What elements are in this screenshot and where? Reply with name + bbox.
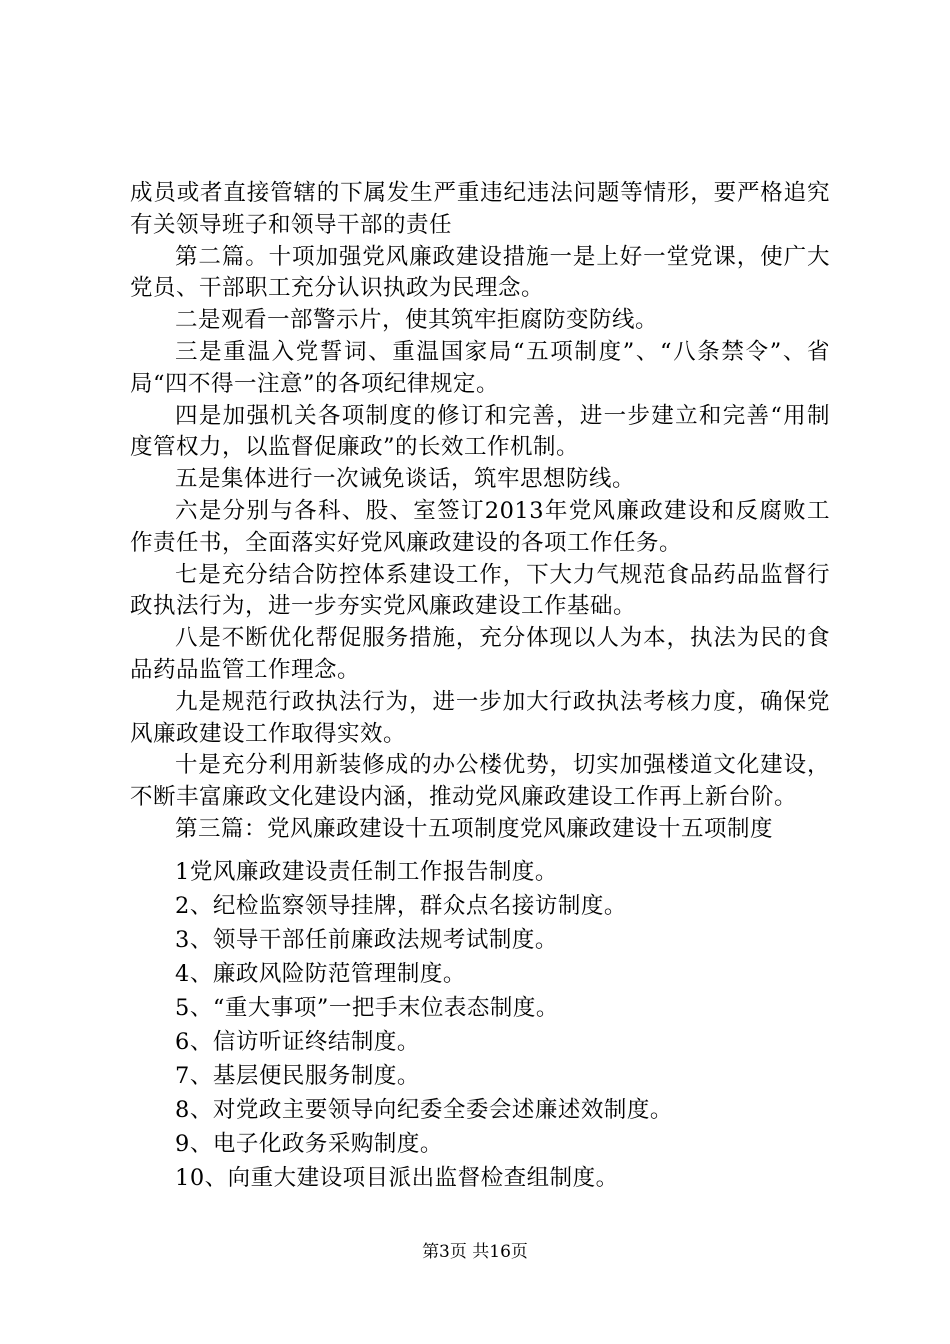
list-item: 3、领导干部任前廉政法规考试制度。 xyxy=(175,926,558,953)
list-item: 10、向重大建设项目派出监督检查组制度。 xyxy=(175,1164,619,1191)
list-item: 2、纪检监察领导挂牌，群众点名接访制度。 xyxy=(175,892,627,919)
paragraph: 九是规范行政执法行为，进一步加大行政执法考核力度，确保党风廉政建设工作取得实效。 xyxy=(130,688,830,747)
paragraph: 三是重温入党誓词、重温国家局“五项制度”、“八条禁令”、省局“四不得一注意”的各项纪律规定。 xyxy=(130,338,830,397)
paragraph: 七是充分结合防控体系建设工作，下大力气规范食品药品监督行政执法行为，进一步夯实党风廉政建设工作基础。 xyxy=(130,561,830,620)
paragraph: 十是充分利用新装修成的办公楼优势，切实加强楼道文化建设，不断丰富廉政文化建设内涵，推动党风廉政建设工作再上新台阶。 xyxy=(130,752,830,811)
paragraph: 五是集体进行一次诫免谈话，筑牢思想防线。 xyxy=(175,466,636,493)
paragraph: 四是加强机关各项制度的修订和完善，进一步建立和完善“用制度管权力，以监督促廉政”的长效工作机制。 xyxy=(130,402,830,461)
list-item: 6、信访听证终结制度。 xyxy=(175,1028,420,1055)
list-item: 1党风廉政建设责任制工作报告制度。 xyxy=(175,858,558,885)
regulation-list xyxy=(130,855,830,1195)
list-item: 5、“重大事项”一把手末位表态制度。 xyxy=(175,994,559,1021)
list-item: 7、基层便民服务制度。 xyxy=(175,1062,420,1089)
paragraph: 六是分别与各科、股、室签订2013年党风廉政建设和反腐败工作责任书，全面落实好党风廉政建设的各项工作任务。 xyxy=(130,497,830,556)
page-footer xyxy=(0,1242,950,1262)
list-item: 8、对党政主要领导向纪委全委会述廉述效制度。 xyxy=(175,1096,673,1123)
list-item: 9、电子化政务采购制度。 xyxy=(175,1130,443,1157)
paragraph: 二是观看一部警示片，使其筑牢拒腐防变防线。 xyxy=(175,307,659,334)
page-number: 第3页 共16页 xyxy=(422,1242,528,1262)
section-heading: 第三篇：党风廉政建设十五项制度党风廉政建设十五项制度 xyxy=(175,815,774,842)
document-body xyxy=(130,178,830,1195)
paragraph: 八是不断优化帮促服务措施，充分体现以人为本，执法为民的食品药品监管工作理念。 xyxy=(130,625,830,683)
paragraph: 成员或者直接管辖的下属发生严重违纪违法问题等情形，要严格追究有关领导班子和领导干部的责任 xyxy=(130,180,830,238)
paragraph-list xyxy=(130,178,830,846)
paragraph: 第二篇。十项加强党风廉政建设措施一是上好一堂党课，使广大党员、干部职工充分认识执政为民理念。 xyxy=(130,243,830,302)
list-item: 4、廉政风险防范管理制度。 xyxy=(175,960,466,987)
